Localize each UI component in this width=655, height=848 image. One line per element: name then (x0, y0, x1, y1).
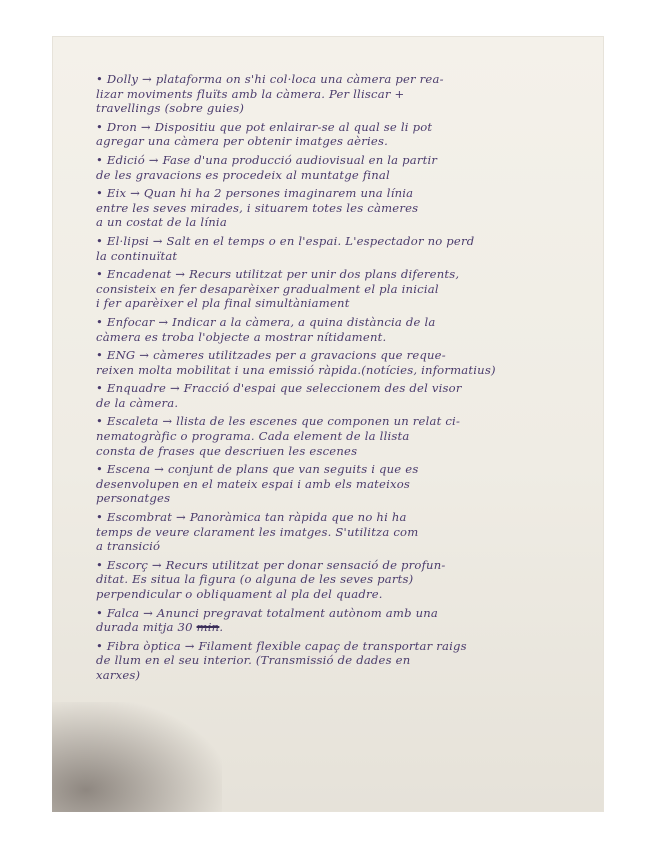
entry-line: de la càmera. (96, 395, 179, 410)
entry-line: • Edició → Fase d'una producció audiovisual en la partir (96, 152, 438, 167)
entry-line: • Falca → Anunci pregravat totalment autònom amb una (96, 605, 439, 620)
entry-line: agregar una càmera per obtenir imatges aèries. (96, 134, 388, 149)
entry-line: consisteix en fer desaparèixer gradualment el pla inicial (96, 281, 439, 296)
entry-line: • Escena → conjunt de plans que van seguits i que es (96, 462, 419, 477)
entry-falca (96, 606, 576, 635)
entry-escena (96, 462, 576, 506)
entry-eng (96, 348, 576, 377)
entry-fibra-optica (96, 639, 576, 683)
entry-line: • Eix → Quan hi ha 2 persones imaginarem una línia (96, 186, 414, 201)
entry-dron (96, 120, 576, 149)
entry-line: • ENG → càmeres utilitzades per a gravacions que reque- (96, 348, 446, 363)
entry-line: • Enquadre → Fracció d'espai que seleccionem des del visor (96, 381, 462, 396)
entry-line: ditat. Es situa la figura (o alguna de les seves parts) (96, 572, 414, 587)
entry-line: a transició (96, 539, 161, 554)
entry-line: nematogràfic o programa. Cada element de la llista (96, 429, 410, 444)
entry-line: xarxes) (96, 667, 141, 682)
entry-ellipsi (96, 234, 576, 263)
entry-line: consta de frases que descriuen les escenes (96, 443, 358, 458)
notebook-page (52, 36, 604, 812)
entry-line: lizar moviments fluïts amb la càmera. Per lliscar + (96, 86, 405, 101)
entry-line: i fer aparèixer el pla final simultàniament (96, 296, 350, 311)
entry-enfocar (96, 315, 576, 344)
entry-line: • Fibra òptica → Filament flexible capaç de transportar raigs (96, 638, 467, 653)
entry-edicio (96, 153, 576, 182)
entry-line-punct: . (219, 620, 224, 635)
glossary-list (96, 72, 576, 687)
entry-line: personatges (96, 491, 171, 506)
entry-line: reixen molta mobilitat i una emissió ràpida.(notícies, informatius) (96, 362, 496, 377)
entry-line: de les gravacions es procedeix al muntatge final (96, 167, 390, 182)
entry-line: • Escorç → Recurs utilitzat per donar sensació de profun- (96, 557, 446, 572)
entry-enquadre (96, 381, 576, 410)
entry-line: • Dolly → plataforma on s'hi col·loca una càmera per rea- (96, 72, 444, 86)
entry-line: • Encadenat → Recurs utilitzat per unir dos plans diferents, (96, 267, 460, 282)
entry-line: • Escombrat → Panoràmica tan ràpida que no hi ha (96, 510, 407, 525)
entry-line: entre les seves mirades, i situarem totes les càmeres (96, 200, 419, 215)
photo-shadow (52, 702, 222, 812)
entry-line: • Dron → Dispositiu que pot enlairar-se al qual se li pot (96, 119, 433, 134)
entry-escorc (96, 558, 576, 602)
struck-word: min (196, 620, 220, 635)
entry-line-text: durada mitja 30 (96, 620, 193, 635)
entry-eix (96, 186, 576, 230)
entry-line: a un costat de la línia (96, 215, 227, 230)
entry-line: de llum en el seu interior. (Transmissió de dades en (96, 653, 411, 668)
entry-line: travellings (sobre guies) (96, 101, 245, 116)
entry-line: la continuïtat (96, 248, 178, 263)
entry-line: • Enfocar → Indicar a la càmera, a quina distància de la (96, 314, 436, 329)
entry-escombrat (96, 510, 576, 554)
entry-line: perpendicular o obliquament al pla del quadre. (96, 587, 383, 601)
entry-line (96, 620, 576, 635)
entry-line: • Escaleta → llista de les escenes que componen un relat ci- (96, 414, 461, 429)
entry-line: temps de veure clarament les imatges. S'utilitza com (96, 524, 419, 539)
entry-encadenat (96, 267, 576, 311)
entry-line: • El·lipsi → Salt en el temps o en l'espai. L'espectador no perd (96, 233, 475, 248)
entry-line: càmera es troba l'objecte a mostrar nítidament. (96, 329, 387, 344)
entry-dolly (96, 72, 576, 116)
entry-line: desenvolupen en el mateix espai i amb els mateixos (96, 476, 411, 491)
entry-escaleta (96, 414, 576, 458)
